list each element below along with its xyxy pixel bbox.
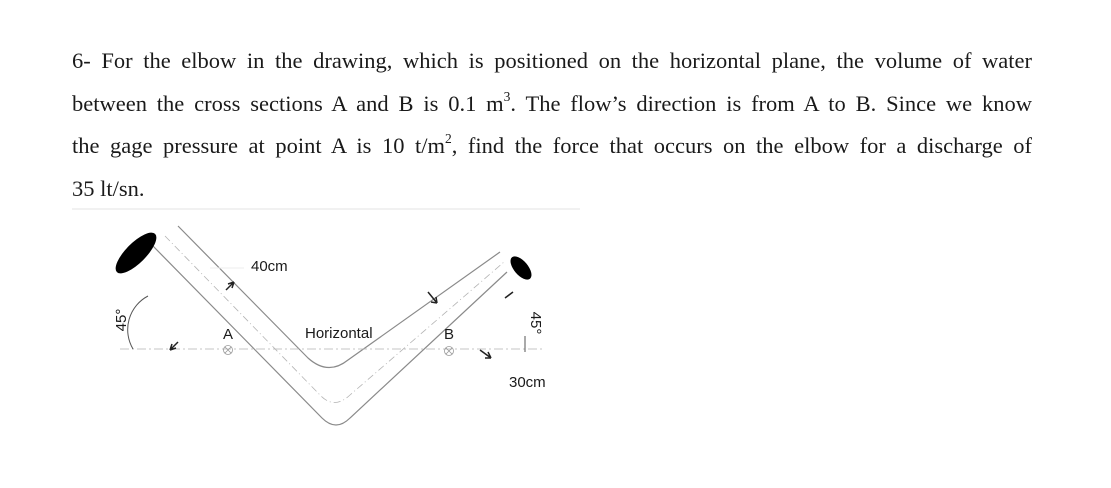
problem-line-2: between the cross sections A and B is 0.1 $m^3$. The flow’s direction is from A to B. Since we know xyxy=(72,88,1032,116)
outlet-end-cap xyxy=(507,253,536,283)
problem-line-3: the gage pressure at point A is 10 $t/m^2$, find the force that occurs on the elbow for a discharge of xyxy=(72,130,1032,158)
dimension-30cm: 30cm xyxy=(509,374,546,391)
pipe-centerline xyxy=(165,236,504,403)
problem-line-1: 6- For the elbow in the drawing, which is positioned on the horizontal plane, the volume of water xyxy=(72,48,1033,73)
dimension-tick-30cm xyxy=(505,292,513,298)
left-angle-arc xyxy=(128,296,148,349)
problem-line-4: 35 lt/sn. xyxy=(72,175,145,201)
section-a-label: A xyxy=(223,326,234,343)
section-a-cross-icon xyxy=(225,347,231,353)
inlet-end-cap xyxy=(110,227,162,279)
problem-number: 6- xyxy=(72,48,91,73)
right-angle-label: 45° xyxy=(527,311,544,335)
section-b-label: B xyxy=(444,326,455,343)
left-angle-label: 45° xyxy=(113,308,130,332)
dimension-arrow-40cm-upper xyxy=(226,282,234,290)
dimension-40cm: 40cm xyxy=(251,258,288,275)
dimension-arrow-30cm-lower xyxy=(480,350,491,358)
plane-label: Horizontal xyxy=(305,325,373,342)
dimension-arrow-30cm-upper xyxy=(428,292,437,303)
elbow-pipe-inner-wall xyxy=(178,226,500,368)
